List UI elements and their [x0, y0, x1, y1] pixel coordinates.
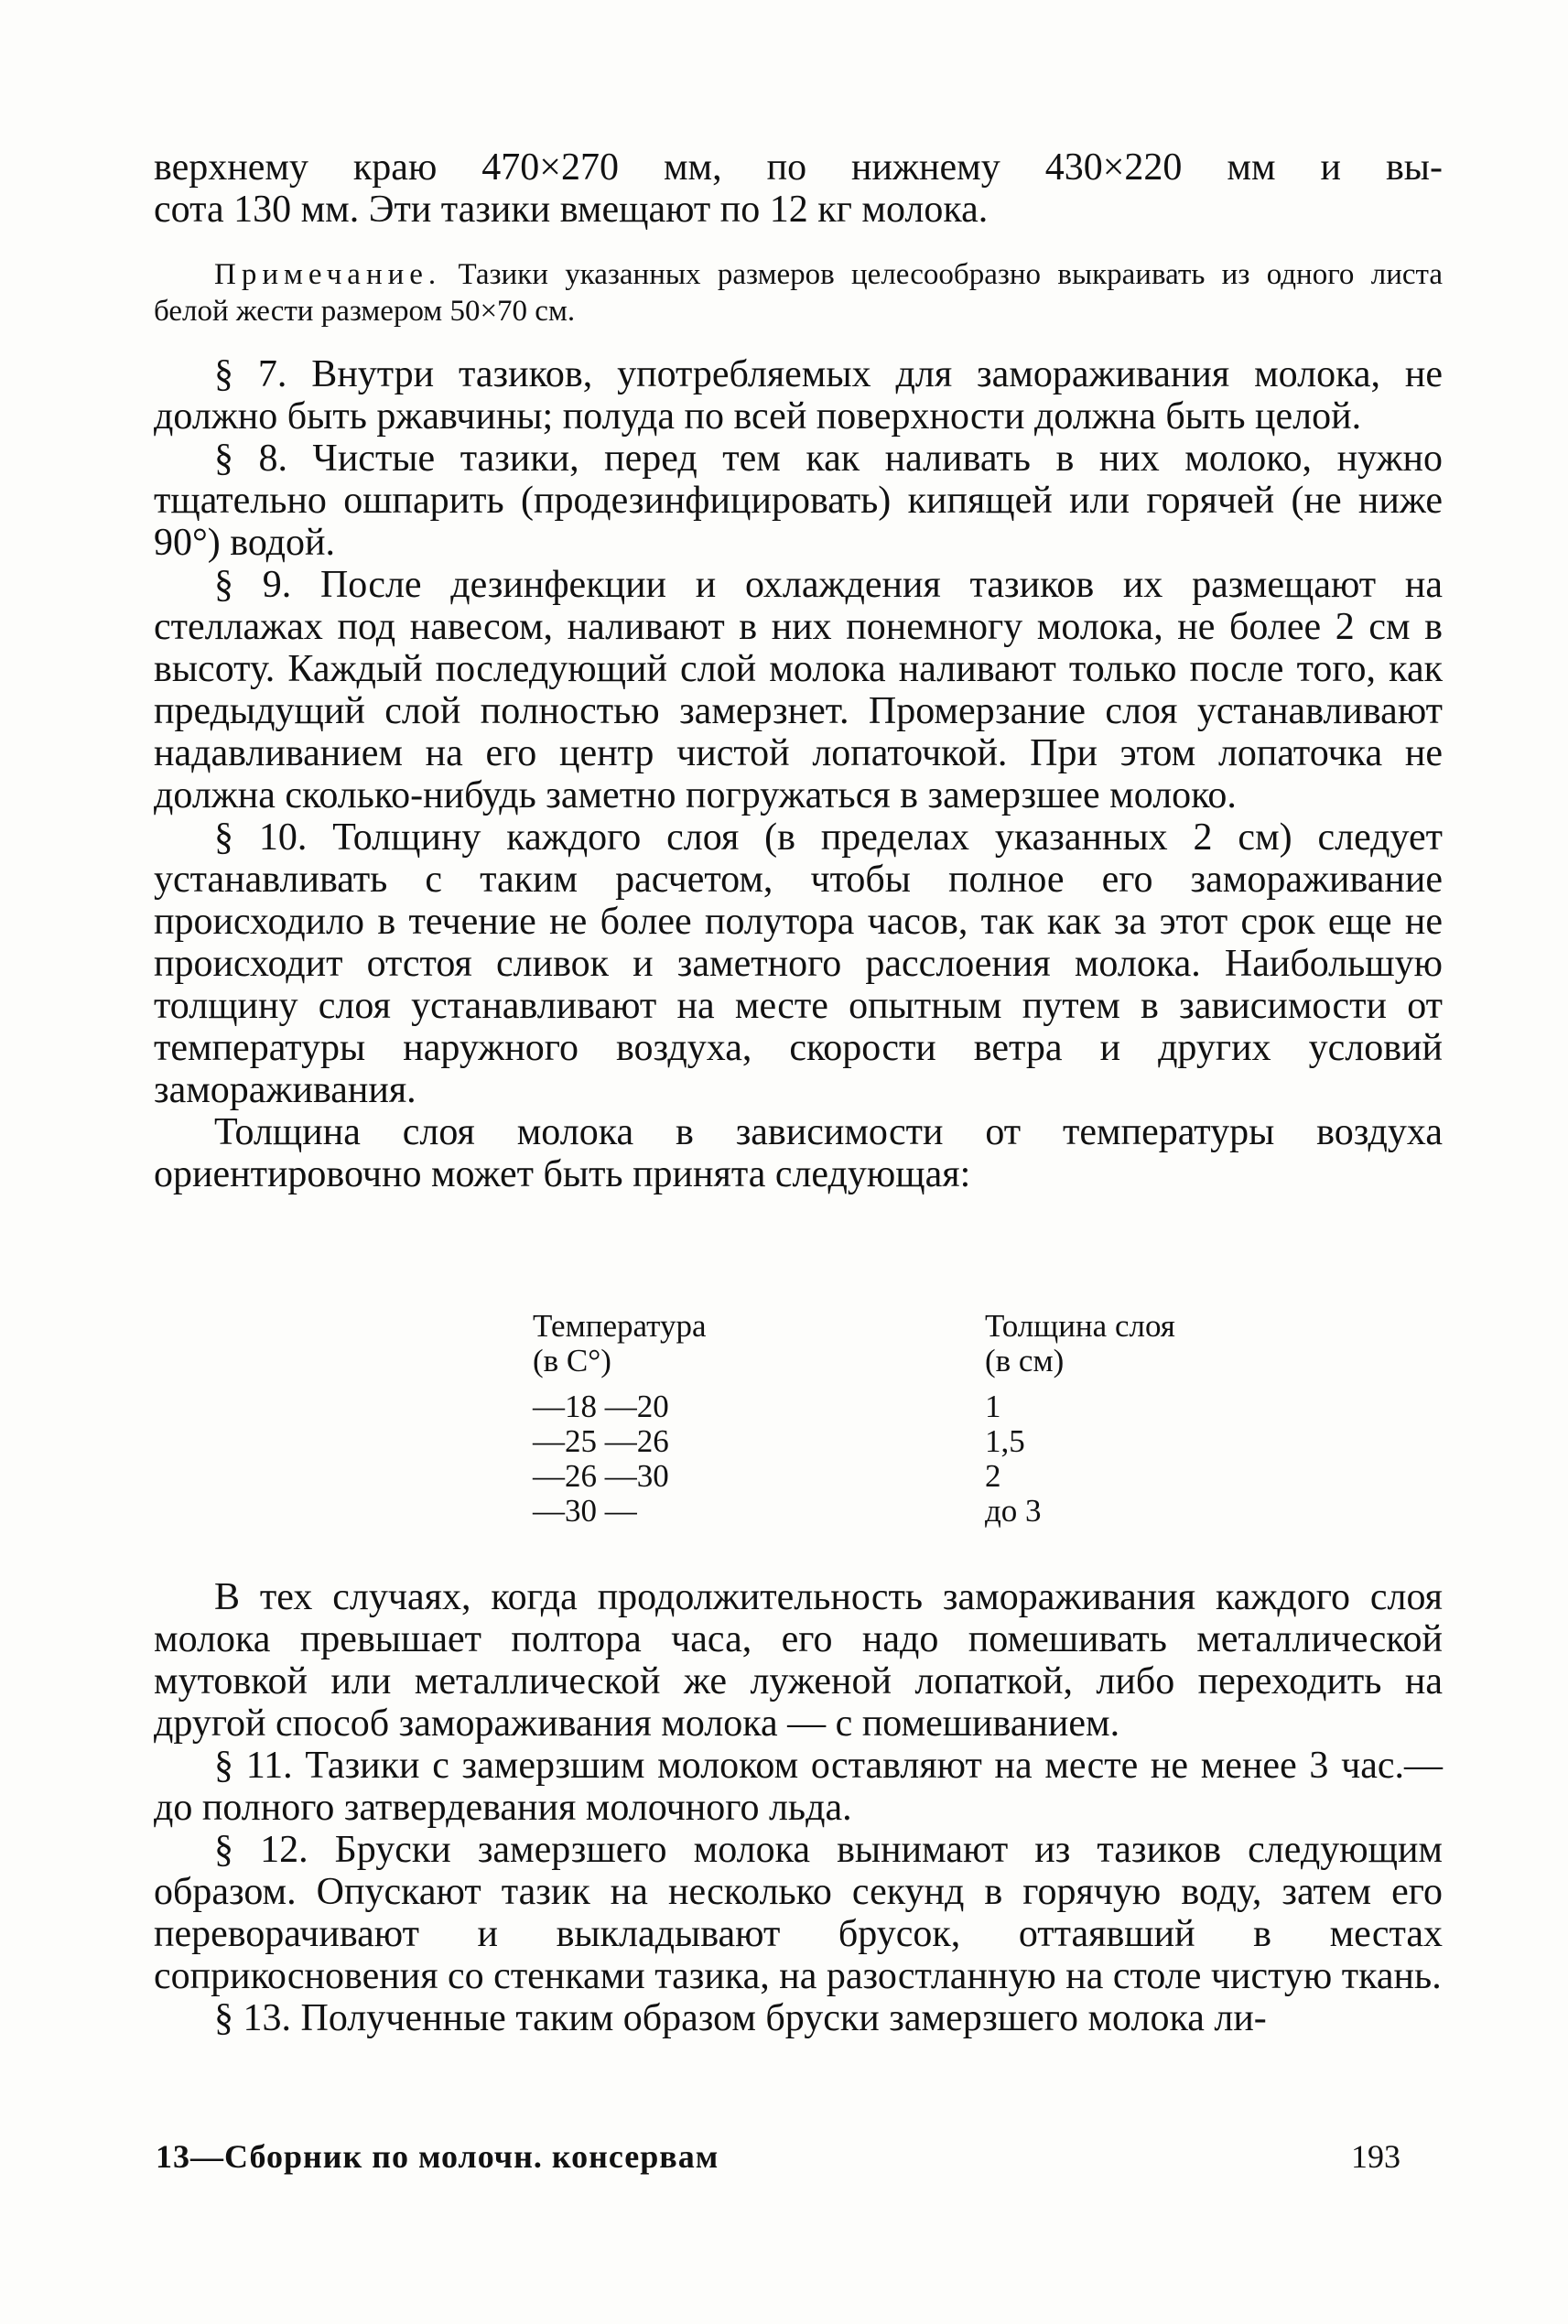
thickness-header-line1: Толщина слоя [985, 1308, 1175, 1344]
thickness-cell: 1 [985, 1389, 1001, 1424]
paragraph-7: § 7. Внутри тазиков, употребляемых для замораживания молока, не должно быть ржавчины; полуда по всей поверхности должна быть целой. [154, 353, 1443, 438]
lower-body [154, 1576, 1443, 2039]
temperature-cell: —18 —20 [533, 1389, 669, 1424]
note-lead: Примечание. [214, 258, 442, 291]
temperature-table [494, 1309, 1260, 1529]
paragraph-11: § 11. Тазики с замерзшим молоком оставляют на месте не менее 3 час.— до полного затвердевания молочного льда. [154, 1745, 1443, 1829]
table-header-row [494, 1309, 1260, 1389]
thickness-cell: до 3 [985, 1493, 1042, 1529]
main-body [154, 353, 1443, 1195]
thickness-cell: 2 [985, 1458, 1001, 1494]
note-block [154, 256, 1443, 330]
table-row [494, 1424, 1260, 1459]
thickness-cell: 1,5 [985, 1423, 1025, 1459]
temperature-header [494, 1309, 871, 1389]
temperature-header-line1: Температура [533, 1308, 707, 1344]
temperature-cell: —26 —30 [533, 1458, 669, 1494]
paragraph-13: § 13. Полученные таким образом бруски замерзшего молока ли- [214, 1997, 1267, 2039]
thickness-header-line2: (в см) [985, 1343, 1065, 1378]
after-table-paragraph: В тех случаях, когда продолжительность замораживания каждого слоя молока превышает полтора часа, его надо помешивать металлической мутовкой или металлической же луженой лопаткой, либо переходить на другой способ замораживания молока — с помешиванием. [154, 1576, 1443, 1745]
top-line-2: сота 130 мм. Эти тазики вмещают по 12 кг молока. [154, 189, 989, 231]
table-row [494, 1494, 1260, 1529]
temperature-cell: —25 —26 [533, 1423, 669, 1459]
paragraph-8: § 8. Чистые тазики, перед тем как наливать в них молоко, нужно тщательно ошпарить (продезинфицировать) кипящей или горячей (не ниже 90°) водой. [154, 438, 1443, 564]
temperature-header-line2: (в С°) [533, 1343, 611, 1378]
temperature-cell: —30 — [533, 1493, 637, 1529]
top-line-1: верхнему краю 470×270 мм, по нижнему 430×220 мм и вы- [154, 146, 1443, 189]
paragraph-10: § 10. Толщину каждого слоя (в пределах указанных 2 см) следует устанавливать с таким расчетом, чтобы полное его замораживание происходило в течение не более полутора часов, так как за этот срок еще не происходит отстоя сливок и заметного расслоения молока. Наибольшую толщину слоя устанавливают на месте опытным путем в зависимости от температуры наружного воздуха, скорости ветра и других условий замораживания. [154, 816, 1443, 1111]
thickness-header [871, 1309, 1260, 1389]
note-paragraph [154, 256, 1443, 330]
note-text: Тазики указанных размеров целесообразно выкраивать из одного листа белой жести размером 50×70 см. [154, 258, 1443, 328]
signature-mark: 13—Сборник по молочн. консервам [156, 2138, 719, 2175]
top-continuation [154, 146, 1443, 231]
table-row [494, 1389, 1260, 1424]
table-row [494, 1459, 1260, 1494]
paragraph-10-intro: Толщина слоя молока в зависимости от температуры воздуха ориентировочно может быть принята следующая: [154, 1111, 1443, 1195]
paragraph-12: § 12. Бруски замерзшего молока вынимают из тазиков следующим образом. Опускают тазик на несколько секунд в горячую воду, затем его переворачивают и выкладывают брусок, оттаявший в местах соприкосновения со стенками тазика, на разостланную на столе чистую ткань. [154, 1829, 1443, 1997]
paragraph-9: § 9. После дезинфекции и охлаждения тазиков их размещают на стеллажах под навесом, наливают в них понемногу молока, не более 2 см в высоту. Каждый последующий слой молока наливают только после того, как предыдущий слой полностью замерзнет. Промерзание слоя устанавливают надавливанием на его центр чистой лопаточкой. При этом лопаточка не должна сколько-нибудь заметно погружаться в замерзшее молоко. [154, 564, 1443, 816]
page-number: 193 [1351, 2138, 1400, 2175]
